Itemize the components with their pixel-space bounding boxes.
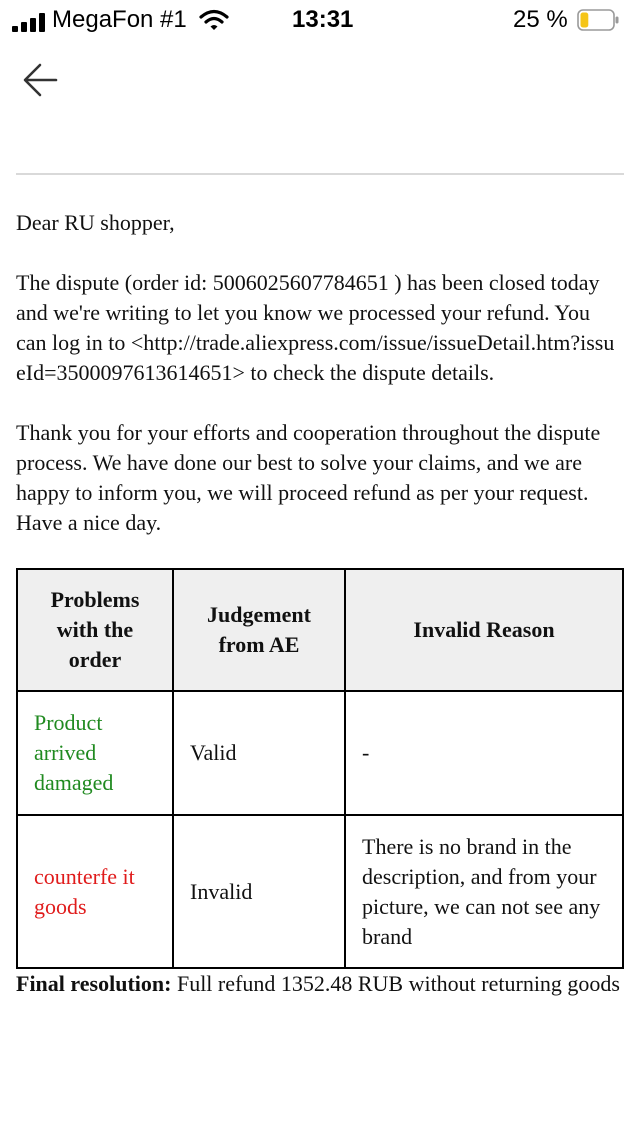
problem-cell: counterfe it goods [17, 815, 173, 968]
status-bar [0, 0, 640, 42]
header-judgement: Judgement from AE [173, 569, 345, 691]
email-body [16, 208, 624, 1029]
header-invalid-reason: Invalid Reason [345, 569, 623, 691]
dispute-text-start: The dispute (order id: 5006025607784651 ) has been closed today and we're writing to let you know we processed your refund. You can log in to [16, 270, 600, 355]
back-arrow-icon[interactable] [20, 58, 64, 102]
table-row [17, 691, 623, 815]
final-resolution-text: Full refund 1352.48 RUB without returning goods [171, 971, 620, 996]
signal-strength-icon [12, 12, 46, 32]
paragraph-thank-you: Thank you for your efforts and cooperation throughout the dispute process. We have done our best to solve your claims, and we are happy to inform you, we will proceed refund as per your request. Have a nice day. [16, 420, 601, 535]
header-problems: Problems with the order [17, 569, 173, 691]
table-header-row [17, 569, 623, 691]
header-divider [16, 173, 624, 175]
judgement-cell: Valid [173, 691, 345, 815]
reason-cell: - [345, 691, 623, 815]
battery-icon [577, 9, 619, 31]
dispute-text-end: to check the dispute details. [244, 360, 495, 385]
dispute-detail-link[interactable]: <http://trade.aliexpress.com/issue/issueDetail.htm?issueId=3500097613614651> [16, 330, 615, 385]
battery-percentage: 25 % [513, 6, 568, 33]
table-row [17, 815, 623, 968]
reason-cell: There is no brand in the description, and from your picture, we can not see any brand [345, 815, 623, 968]
clock: 13:31 [292, 6, 354, 33]
final-resolution [16, 969, 624, 999]
final-resolution-label: Final resolution: [16, 971, 172, 996]
dispute-table [16, 568, 624, 969]
judgement-cell: Invalid [173, 815, 345, 968]
problem-cell: Product arrived damaged [17, 691, 173, 815]
carrier-name: MegaFon #1 [52, 6, 187, 33]
greeting: Dear RU shopper, [16, 210, 175, 235]
paragraph-dispute-closed [16, 268, 624, 388]
wifi-icon [199, 9, 229, 31]
